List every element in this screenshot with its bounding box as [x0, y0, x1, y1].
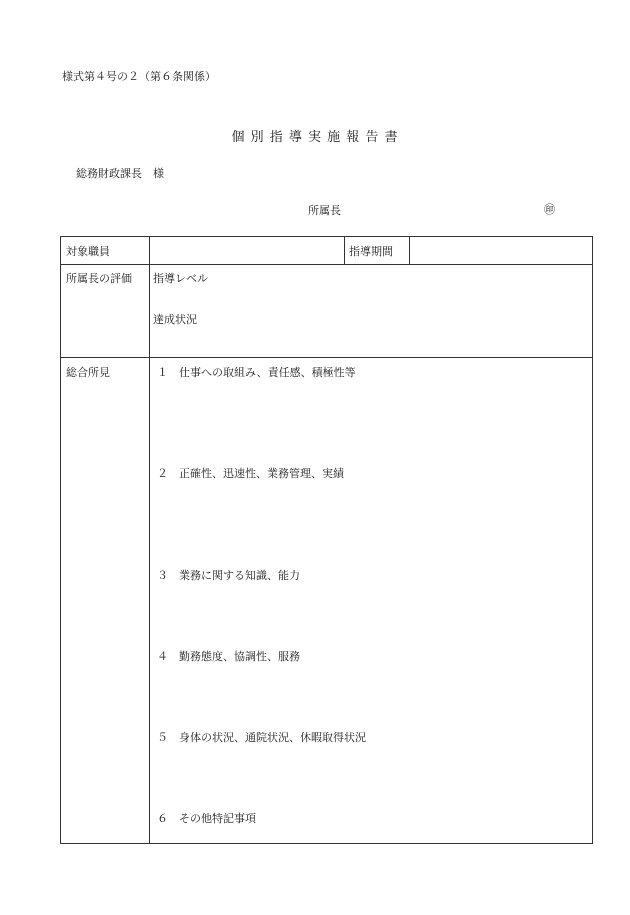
column-divider [344, 237, 345, 264]
guidance-period-label: 指導期間 [349, 245, 393, 258]
achievement-status-item: 達成状況 [153, 313, 197, 326]
row-divider [61, 357, 592, 358]
column-divider [409, 237, 410, 264]
row-divider [61, 264, 592, 265]
overall-item: ６ その他特記事項 [157, 812, 256, 825]
overall-item: ３ 業務に関する知識、能力 [157, 569, 300, 582]
overall-item: １ 仕事への取組み、責任感、積極性等 [157, 366, 356, 379]
target-staff-label: 対象職員 [66, 245, 110, 258]
column-divider [149, 237, 150, 843]
form-number: 様式第４号の２（第６条関係） [62, 70, 216, 83]
signer-label: 所属長 [308, 204, 341, 217]
document-title: 個 別 指 導 実 施 報 告 書 [231, 130, 399, 145]
guidance-level-item: 指導レベル [153, 272, 208, 285]
evaluation-label: 所属長の評価 [66, 272, 132, 285]
overall-item: ５ 身体の状況、通院状況、休暇取得状況 [157, 731, 366, 744]
addressee: 総務財政課長 様 [76, 167, 164, 180]
overall-label: 総合所見 [66, 366, 110, 379]
report-form-table [60, 236, 593, 844]
overall-item: ４ 勤務態度、協調性、服務 [157, 650, 300, 663]
overall-item: ２ 正確性、迅速性、業務管理、実績 [157, 467, 344, 480]
seal-mark: ㊞ [544, 203, 555, 216]
